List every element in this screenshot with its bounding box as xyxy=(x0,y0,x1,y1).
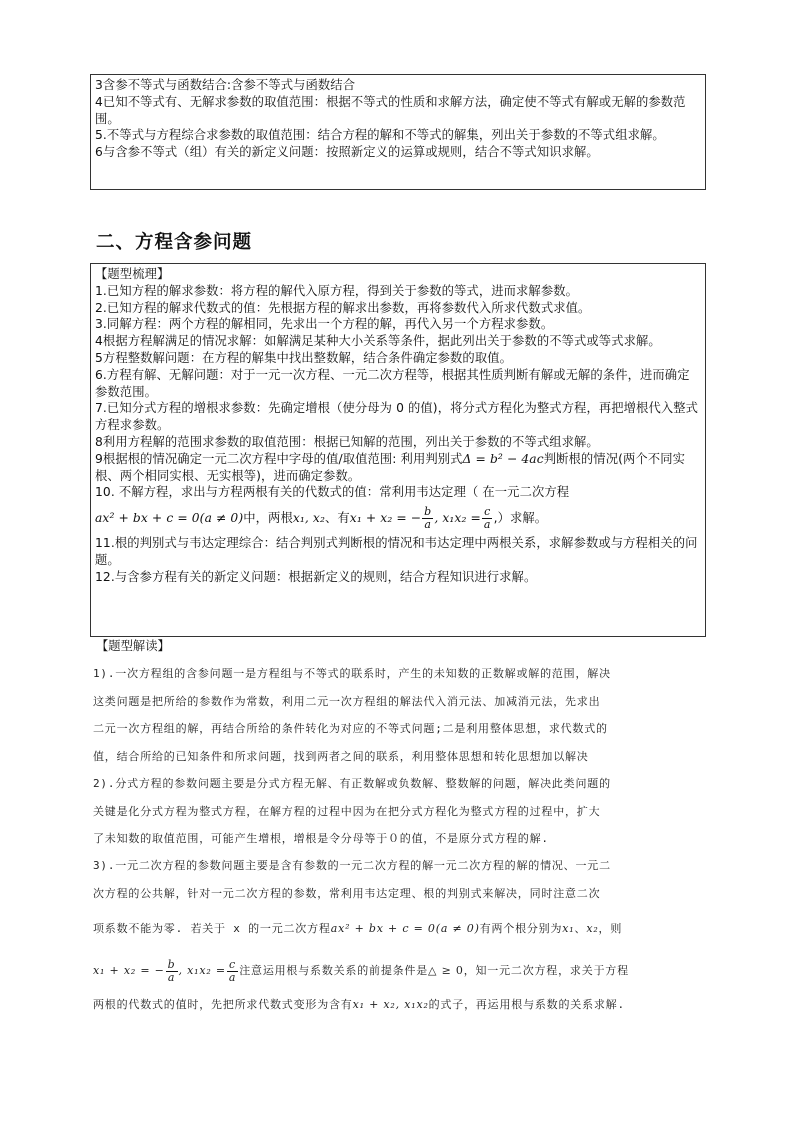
box2-item-3: 3.同解方程：两个方程的解相同，先求出一个方程的解，再代入另一个方程求参数。 xyxy=(95,317,554,332)
p3-fraction-b-over-a: $\frac{b}{a}$ xyxy=(167,957,176,984)
discriminant-formula: Δ = b² − 4ac xyxy=(462,451,544,466)
fraction-c-over-a: $\frac{c}{a}$ xyxy=(483,505,491,532)
p1-line: 二元一次方程组的解，再结合所给的条件转化为对应的不等式问题;二是利用整体思想，求代数式的 xyxy=(93,722,608,736)
p3-line-5: 两根的代数式的值时，先把所求代数式变形为含有x₁ + x₂, x₁x₂的式子，再运用根与系数的关系求解. xyxy=(93,998,625,1011)
item10-text-a: 10. 不解方程，求出与方程两根有关的代数式的值：常利用韦达定理（ 在一元二次方程 xyxy=(95,485,570,500)
p3-line-3: 项系数不能为零. 若关于 x 的一元二次方程ax² + bx + c = 0(a ≠ 0)有两个根分别为x₁、x₂，则 xyxy=(93,922,623,935)
box2-item-8: 8利用方程解的范围求参数的取值范围：根据已知解的范围，列出关于参数的不等式组求解。 xyxy=(95,434,599,449)
interpretation-paragraph-2 xyxy=(93,770,705,853)
box2-item-6: 6.方程有解、无解问题：对于一元一次方程、一元二次方程等，根据其性质判断有解或无解的条件，进而确定参数范围。 xyxy=(95,367,690,399)
box2-item-7: 7.已知分式方程的增根求参数：先确定增根（使分母为 0 的值)，将分式方程化为整式方程，再把增根代入整式方程求参数。 xyxy=(95,401,699,433)
box2-item-10-line2 xyxy=(95,501,701,535)
box1-item-5: 5.不等式与方程综合求参数的取值范围：结合方程的解和不等式的解集，列出关于参数的不等式组求解。 xyxy=(95,128,665,143)
p2-line: 了未知数的取值范围，可能产生增根，增根是令分母等于０的值，不是原分式方程的解. xyxy=(93,832,549,846)
quadratic-equation: ax² + bx + c = 0(a ≠ 0) xyxy=(95,511,244,526)
p3-line-4: x₁ + x₂ = − $\frac{b}{a}$ , x₁x₂ = $\frac{c}{a}$ 注意运用根与系数关系的前提条件是△ ≥ 0，知一元二次方程，求关于方程 xyxy=(93,957,629,984)
fraction-b-over-a: $\frac{b}{a}$ xyxy=(424,505,432,532)
p1-line: 这类问题是把所给的参数作为常数，利用二元一次方程组的解法代入消元法、加减消元法，先求出 xyxy=(93,694,601,708)
box2-item-12: 12.与含参方程有关的新定义问题：根据新定义的规则，结合方程知识进行求解。 xyxy=(95,569,537,584)
roots-notation: x₁, x₂ xyxy=(292,511,325,526)
box2-item-9 xyxy=(95,451,701,485)
item10-text-d: ,）求解。 xyxy=(493,511,548,526)
item9-text-b: 判断根的情况(两个不同实根、两个相同实根、无实根等)，进而确定参数。 xyxy=(95,451,685,483)
interpretation-paragraph-1 xyxy=(93,660,705,770)
box1-item-4: 4已知不等式有、无解求参数的取值范围：根据不等式的性质和求解方法，确定使不等式有解或无解的参数范围。 xyxy=(95,94,686,126)
p2-line: 2).分式方程的参数问题主要是分式方程无解、有正数解或负数解、整数解的问题，解决此类问题的 xyxy=(93,777,611,790)
section-title: 二、方程含参问题 xyxy=(96,232,253,253)
question-types-box xyxy=(90,263,706,637)
box2-item-1: 1.已知方程的解求参数：将方程的解代入原方程，得到关于参数的等式，进而求解参数。 xyxy=(95,283,579,298)
item10-text-b: 中，两根 xyxy=(243,511,293,526)
box2-item-11: 11.根的判别式与韦达定理综合：结合判别式判断根的情况和韦达定理中两根关系，求解参数或与方程相关的问题。 xyxy=(95,536,698,567)
p3-quadratic-equation: ax² + bx + c = 0(a ≠ 0) xyxy=(330,922,480,935)
p2-line: 关键是化分式方程为整式方程，在解方程的过程中因为在把分式方程化为整式方程的过程中，扩大 xyxy=(93,804,601,818)
box2-item-10-line1 xyxy=(95,484,701,501)
discriminant-condition: △ ≥ 0 xyxy=(428,964,464,977)
root-product: , x₁x₂ = xyxy=(434,511,481,526)
inequality-types-box xyxy=(90,74,706,190)
p3-line-2: 次方程的公共解，针对一元二次方程的参数，常利用韦达定理、根的判别式来解决，同时注意二次 xyxy=(93,887,601,900)
box2-item-5: 5方程整数解问题：在方程的解集中找出整数解，结合条件确定参数的取值。 xyxy=(95,350,513,365)
p1-line: 1).一次方程组的含参问题一是方程组与不等式的联系时，产生的未知数的正数解或解的范围，解决 xyxy=(93,667,611,680)
p3-fraction-c-over-a: $\frac{c}{a}$ xyxy=(228,957,237,984)
p1-line: 值，结合所给的已知条件和所求问题，找到两者之间的联系，利用整体思想和转化思想加以解决 xyxy=(93,749,589,763)
box1-item-6: 6与含参不等式（组）有关的新定义问题：按照新定义的运算或规则，结合不等式知识求解。 xyxy=(95,145,599,160)
root-sum: x₁ + x₂ = − xyxy=(349,511,422,526)
box1-item-3: 3含参不等式与函数结合:含参不等式与函数结合 xyxy=(95,78,356,92)
interpretation-paragraph-3 xyxy=(93,852,705,1018)
box2-item-4: 4根据方程解满足的情况求解：如解满足某种大小关系等条件，据此列出关于参数的不等式或等式求解。 xyxy=(95,334,661,349)
interpretation-heading: 【题型解读】 xyxy=(96,639,170,653)
box2-heading: 【题型梳理】 xyxy=(95,267,170,281)
box2-item-2: 2.已知方程的解求代数式的值：先根据方程的解求出参数，再将参数代入所求代数式求值。 xyxy=(95,300,591,315)
item10-text-c: 、有 xyxy=(325,511,350,526)
p3-line-1: 3).一元二次方程的参数问题主要是含有参数的一元二次方程的解一元二次方程的解的情况、一元二 xyxy=(93,859,611,872)
item9-text-a: 9根据根的情况确定一元二次方程中字母的值/取值范围: 利用判别式 xyxy=(95,451,463,466)
